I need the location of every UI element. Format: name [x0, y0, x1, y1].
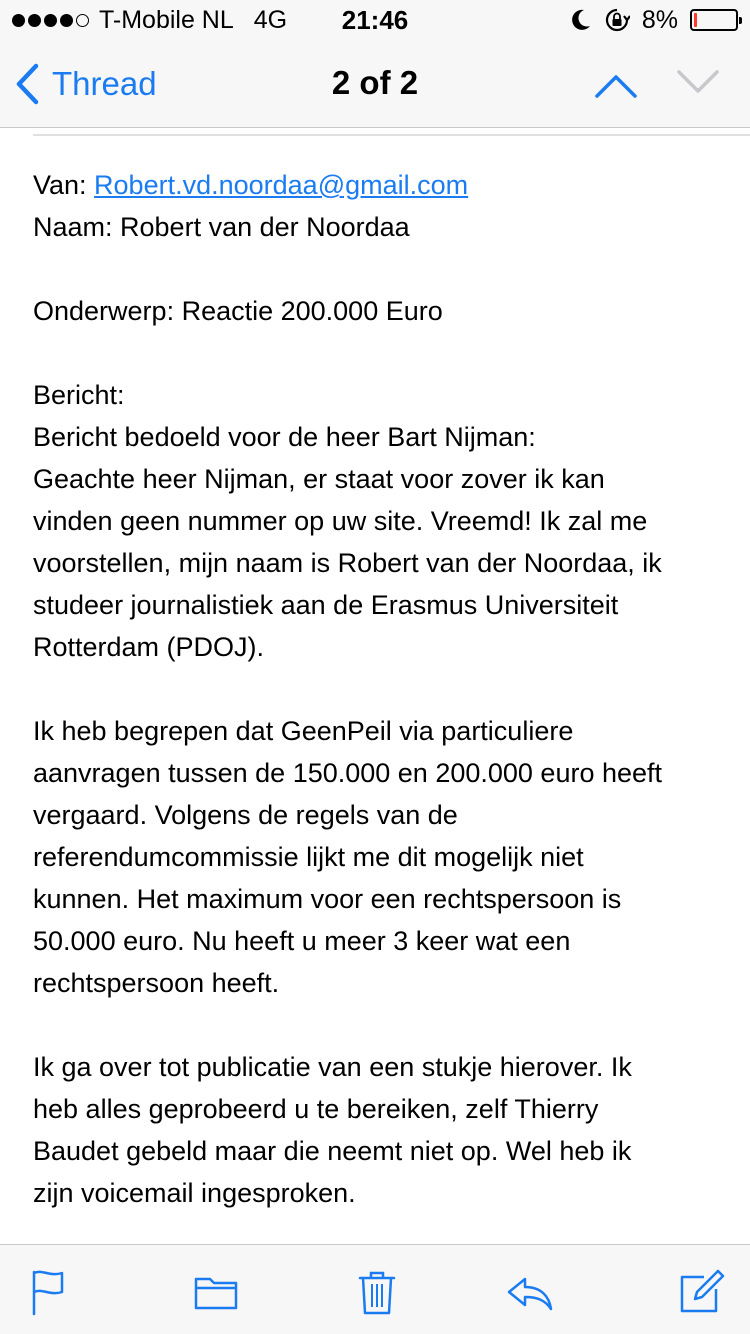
spacer	[33, 248, 723, 290]
text-line: Ik ga over tot publicatie van een stukje hierover. Ik	[33, 1052, 632, 1082]
text-line: Bericht bedoeld voor de heer Bart Nijman:	[33, 422, 536, 452]
message-body	[33, 164, 723, 1214]
text-line: vinden geen nummer op uw site. Vreemd! Ik zal me	[33, 506, 648, 536]
text-line: vergaard. Volgens de regels van de	[33, 800, 458, 830]
subject-line: Onderwerp: Reactie 200.000 Euro	[33, 296, 443, 326]
bottom-toolbar	[0, 1244, 750, 1334]
from-line	[33, 164, 723, 206]
spacer	[33, 1004, 723, 1046]
paragraph-2	[33, 710, 723, 1004]
spacer	[33, 332, 723, 374]
network-type: 4G	[253, 6, 288, 34]
name-line: Naam: Robert van der Noordaa	[33, 212, 410, 242]
text-line: referendumcommissie lijkt me dit mogelijk niet	[33, 842, 584, 872]
text-line: Geachte heer Nijman, er staat voor zover ik kan	[33, 464, 605, 494]
status-bar	[0, 0, 750, 40]
spacer	[33, 668, 723, 710]
message-label: Bericht:	[33, 380, 125, 410]
paragraph-1	[33, 416, 723, 668]
carrier-name: T-Mobile NL	[99, 6, 234, 34]
reply-icon[interactable]	[505, 1267, 555, 1317]
status-right	[570, 0, 738, 40]
flag-icon[interactable]	[28, 1267, 78, 1317]
trash-icon[interactable]	[352, 1267, 402, 1317]
text-line: heb alles geprobeerd u te bereiken, zelf Thierry	[33, 1094, 599, 1124]
rotation-lock-icon	[604, 7, 630, 33]
text-line: Ik heb begrepen dat GeenPeil via particuliere	[33, 716, 574, 746]
text-line: voorstellen, mijn naam is Robert van der Noordaa, ik	[33, 548, 662, 578]
text-line: zijn voicemail ingesproken.	[33, 1178, 356, 1208]
text-line: aanvragen tussen de 150.000 en 200.000 euro heeft	[33, 758, 663, 788]
battery-percentage: 8%	[641, 6, 678, 34]
battery-icon	[690, 9, 738, 31]
nav-title: 2 of 2	[331, 64, 419, 101]
chevron-up-icon[interactable]	[594, 64, 638, 104]
folder-icon[interactable]	[192, 1267, 242, 1317]
battery-level	[694, 13, 697, 27]
from-label: Van:	[33, 170, 95, 200]
nav-bar	[0, 40, 750, 128]
moon-icon	[570, 8, 592, 32]
back-button-label: Thread	[52, 65, 157, 102]
text-line: kunnen. Het maximum voor een rechtspersoon is	[33, 884, 622, 914]
text-line: rechtspersoon heeft.	[33, 968, 280, 998]
text-line: studeer journalistiek aan de Erasmus Universiteit	[33, 590, 619, 620]
sender-email-link[interactable]: Robert.vd.noordaa@gmail.com	[94, 170, 469, 200]
text-line: Baudet gebeld maar die neemt niet op. Wel heb ik	[33, 1136, 632, 1166]
text-line: 50.000 euro. Nu heeft u meer 3 keer wat een	[33, 926, 571, 956]
chevron-down-icon[interactable]	[676, 64, 720, 104]
text-line: Rotterdam (PDOJ).	[33, 632, 265, 662]
paragraph-3	[33, 1046, 723, 1214]
header-divider	[33, 134, 750, 136]
compose-icon[interactable]	[676, 1267, 726, 1317]
status-time: 21:46	[341, 5, 409, 35]
